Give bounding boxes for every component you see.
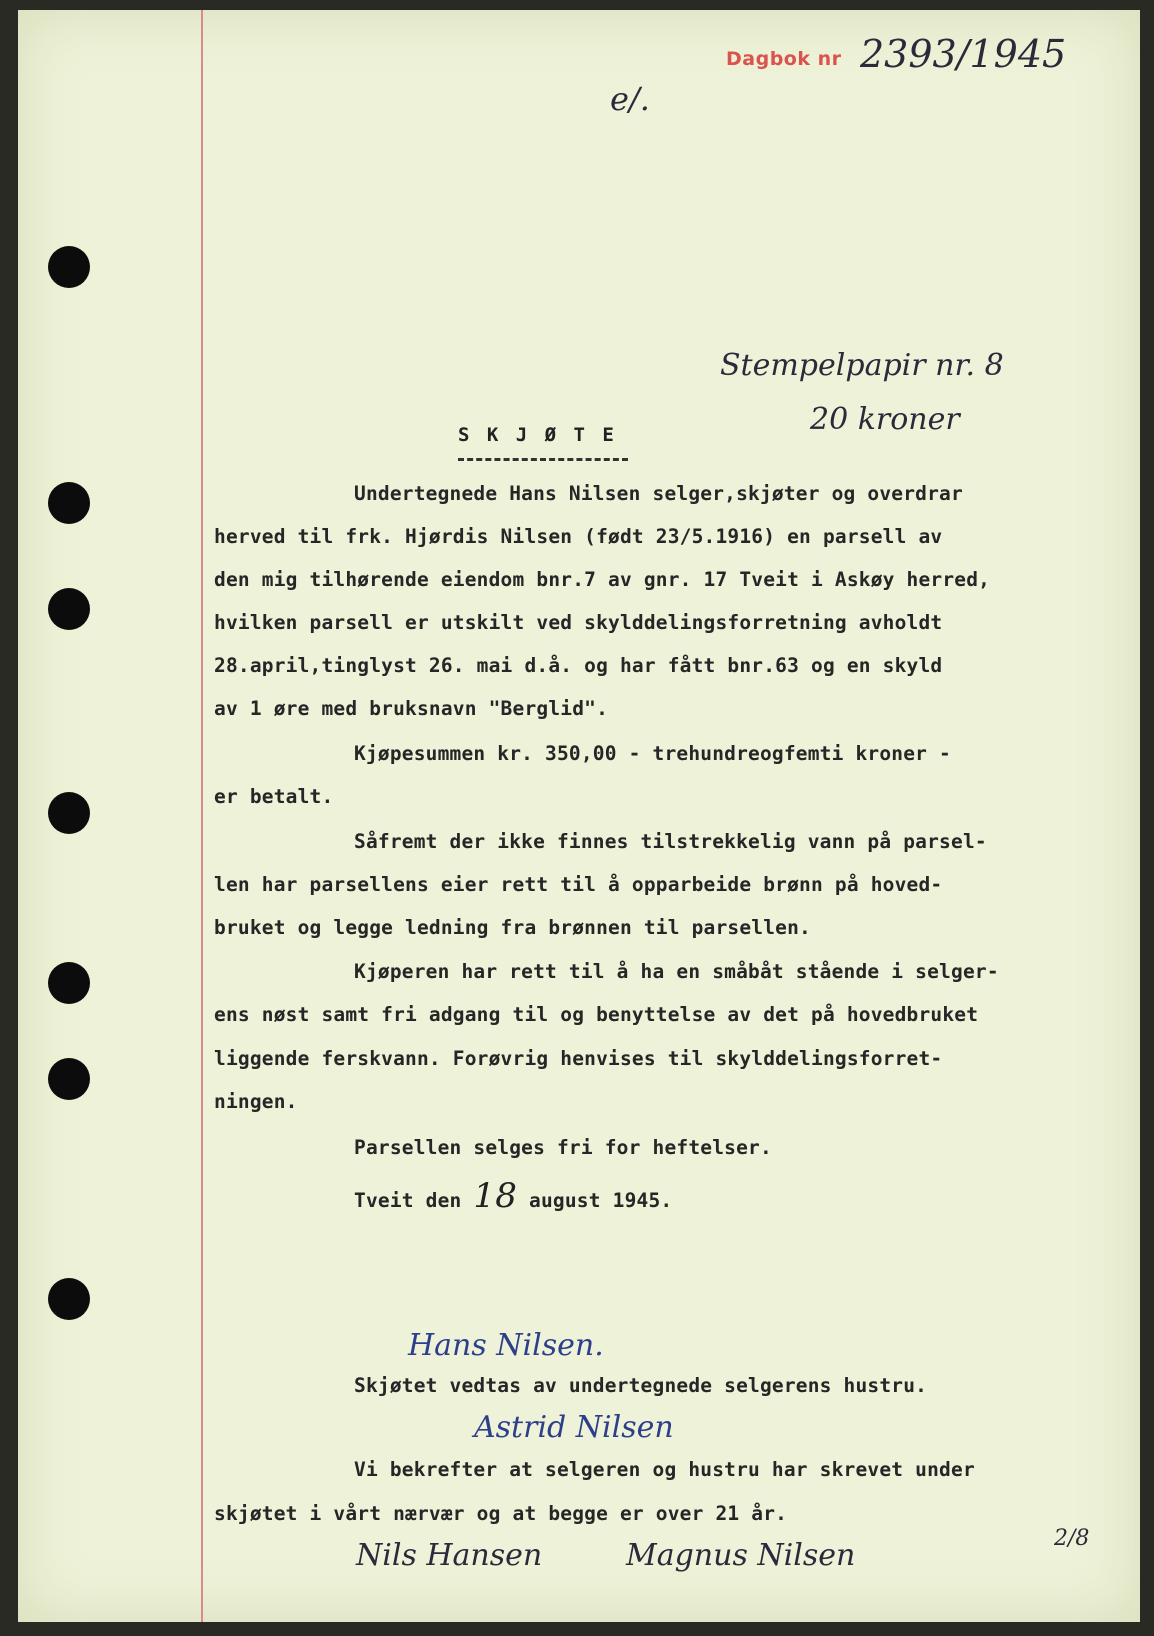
date-suffix: august 1945. xyxy=(529,1189,673,1212)
witness-line: Vi bekrefter at selgeren og hustru har skrevet under xyxy=(354,1458,975,1481)
body-line: ens nøst samt fri adgang til og benyttelse av det på hovedbruket xyxy=(214,1003,979,1026)
body-line: 28.april,tinglyst 26. mai d.å. og har fått bnr.63 og en skyld xyxy=(214,654,943,677)
body-line: av 1 øre med bruksnavn "Berglid". xyxy=(214,697,609,720)
journal-stamp: Dagbok nr xyxy=(726,48,842,70)
body-line: ningen. xyxy=(214,1090,298,1113)
wife-signature: Astrid Nilsen xyxy=(474,1410,674,1445)
body-line: herved til frk. Hjørdis Nilsen (født 23/5.1916) en parsell av xyxy=(214,525,943,548)
case-number: 2393/1945 xyxy=(860,32,1067,76)
punch-hole xyxy=(48,1278,90,1320)
body-line: Kjøperen har rett til å ha en småbåt stående i selger- xyxy=(354,960,999,983)
body-line: Kjøpesummen kr. 350,00 - trehundreogfemti kroner - xyxy=(354,742,951,765)
date-line xyxy=(354,1176,672,1216)
body-line: len har parsellens eier rett til å opparbeide brønn på hoved- xyxy=(214,873,943,896)
witness-line: skjøtet i vårt nærvær og at begge er over 21 år. xyxy=(214,1502,788,1525)
document-page xyxy=(18,10,1140,1622)
title-underline xyxy=(458,458,628,461)
body-line: liggende ferskvann. Forøvrig henvises til skylddelingsforret- xyxy=(214,1047,943,1070)
witness-signature-1: Nils Hansen xyxy=(356,1538,543,1573)
date-prefix: Tveit den xyxy=(354,1189,462,1212)
body-line: er betalt. xyxy=(214,785,334,808)
body-line: Parsellen selges fri for heftelser. xyxy=(354,1136,772,1159)
corner-note: 2/8 xyxy=(1054,1526,1090,1551)
seller-signature: Hans Nilsen. xyxy=(408,1328,604,1363)
body-line: bruket og legge ledning fra brønnen til parsellen. xyxy=(214,916,811,939)
ef-note: e/. xyxy=(610,80,650,118)
punch-hole xyxy=(48,962,90,1004)
punch-hole xyxy=(48,792,90,834)
body-line: hvilken parsell er utskilt ved skylddelingsforretning avholdt xyxy=(214,611,943,634)
stamp-paper-number: Stempelpapir nr. 8 xyxy=(720,348,1004,383)
punch-hole xyxy=(48,246,90,288)
consent-line: Skjøtet vedtas av undertegnede selgerens hustru. xyxy=(354,1374,928,1397)
punch-hole xyxy=(48,1058,90,1100)
stamp-paper-value: 20 kroner xyxy=(810,402,960,437)
punch-hole xyxy=(48,588,90,630)
margin-line xyxy=(201,10,203,1622)
body-line: den mig tilhørende eiendom bnr.7 av gnr. 17 Tveit i Askøy herred, xyxy=(214,568,991,591)
document-title: S K J Ø T E xyxy=(458,424,617,446)
punch-hole xyxy=(48,482,90,524)
date-day: 18 xyxy=(473,1176,518,1216)
body-line: Undertegnede Hans Nilsen selger,skjøter og overdrar xyxy=(354,482,963,505)
body-line: Såfremt der ikke finnes tilstrekkelig vann på parsel- xyxy=(354,830,987,853)
witness-signature-2: Magnus Nilsen xyxy=(626,1538,856,1573)
